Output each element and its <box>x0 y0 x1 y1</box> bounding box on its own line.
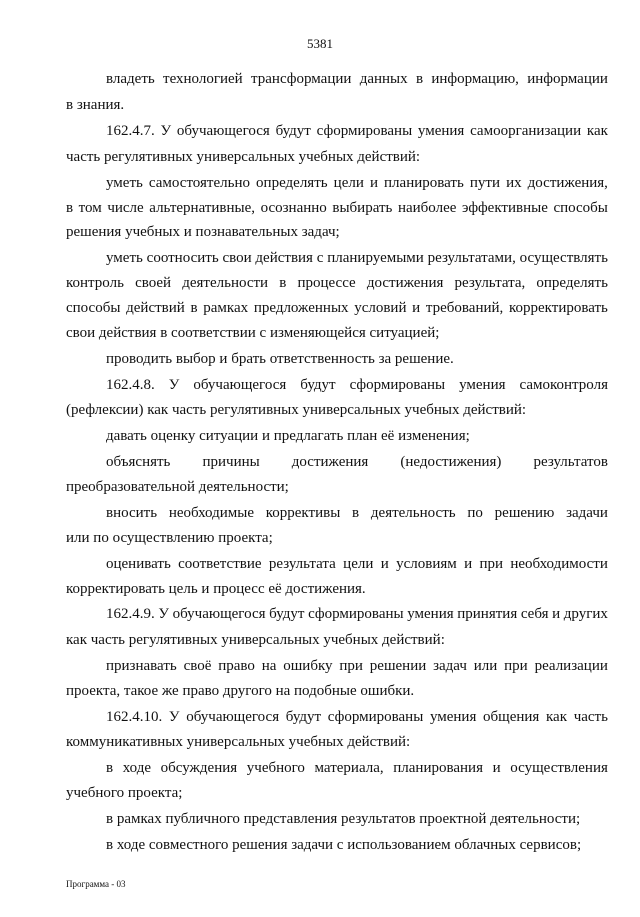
text-line: владеть технологией трансформации данных в информацию, информации <box>106 71 608 87</box>
text-line: в ходе обсуждения учебного материала, планирования и осуществления <box>106 760 608 776</box>
text-line: уметь самостоятельно определять цели и планировать пути их достижения, <box>106 175 608 191</box>
text-line: в ходе совместного решения задачи с использованием облачных сервисов; <box>106 837 582 853</box>
text-line: 162.4.7. У обучающегося будут сформированы умения самоорганизации как <box>106 123 608 139</box>
page-number: 5381 <box>307 36 333 51</box>
footer-label: Программа - 03 <box>66 879 126 889</box>
text-line: решения учебных и познавательных задач; <box>66 224 340 240</box>
text-line: оценивать соответствие результата цели и условиям и при необходимости <box>106 556 608 572</box>
text-line: (рефлексии) как часть регулятивных универсальных учебных действий: <box>66 402 527 418</box>
text-line: как часть регулятивных универсальных учебных действий: <box>66 632 445 648</box>
text-line: 162.4.8. У обучающегося будут сформированы умения самоконтроля <box>106 377 608 393</box>
text-line: контроль своей деятельности в процессе достижения результата, определять <box>66 275 608 291</box>
text-line: или по осуществлению проекта; <box>66 530 273 546</box>
text-line: учебного проекта; <box>66 785 183 801</box>
text-line: в том числе альтернативные, осознанно выбирать наиболее эффективные способы <box>66 200 608 216</box>
text-line: в знания. <box>66 97 125 113</box>
text-line: проводить выбор и брать ответственность за решение. <box>106 351 454 367</box>
text-line: уметь соотносить свои действия с планируемыми результатами, осуществлять <box>106 250 608 266</box>
text-line: преобразовательной деятельности; <box>66 479 289 495</box>
text-line: часть регулятивных универсальных учебных действий: <box>66 149 421 165</box>
text-line: вносить необходимые коррективы в деятельность по решению задачи <box>106 505 608 521</box>
text-line: способы действий в рамках предложенных условий и требований, корректировать <box>66 300 608 316</box>
text-line: признавать своё право на ошибку при решении задач или при реализации <box>106 658 608 674</box>
text-line: 162.4.9. У обучающегося будут сформированы умения принятия себя и других <box>106 606 608 622</box>
text-line: проекта, такое же право другого на подобные ошибки. <box>66 683 415 699</box>
text-line: в рамках публичного представления результатов проектной деятельности; <box>106 811 581 827</box>
text-line: объяснять причины достижения (недостижения) результатов <box>106 454 608 470</box>
text-line: свои действия в соответствии с изменяющейся ситуацией; <box>66 325 440 341</box>
text-line: давать оценку ситуации и предлагать план её изменения; <box>106 428 470 444</box>
text-line: коммуникативных универсальных учебных действий: <box>66 734 411 750</box>
text-line: корректировать цель и процесс её достижения. <box>66 581 366 597</box>
text-line: 162.4.10. У обучающегося будут сформированы умения общения как часть <box>106 709 608 725</box>
